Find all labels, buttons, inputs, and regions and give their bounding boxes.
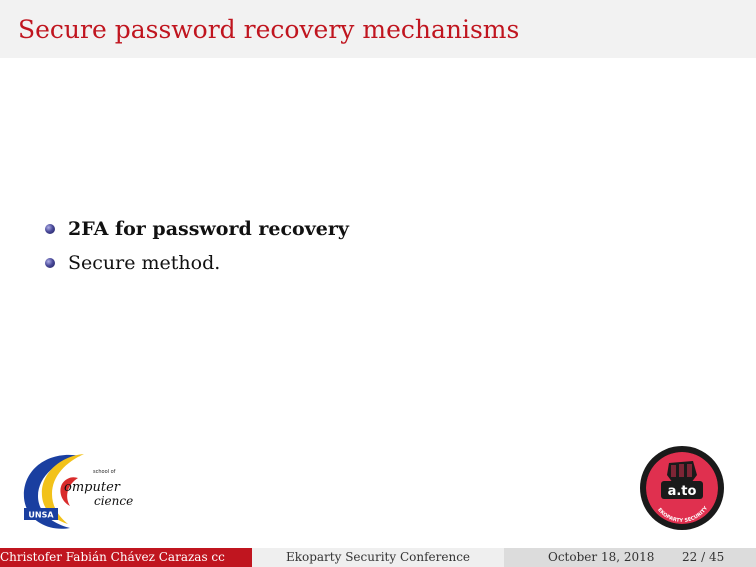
unsa-badge-text: UNSA <box>28 510 54 520</box>
logo-small-text: school of <box>93 469 116 475</box>
computer-science-logo <box>18 448 143 532</box>
bullet-text: 2FA for password recovery <box>68 218 349 240</box>
logo-line1: omputer <box>64 480 120 495</box>
bullet-item <box>45 246 349 280</box>
title-bar <box>0 0 756 58</box>
footer-conference: Ekoparty Security Conference <box>252 548 504 567</box>
ekoparty-logo <box>639 445 725 531</box>
bullet-list <box>45 212 349 280</box>
logo-ring-text: EKOPARTY SECURITY <box>656 505 710 524</box>
bullet-item <box>45 212 349 246</box>
footer <box>0 548 756 567</box>
slide-title: Secure password recovery mechanisms <box>18 15 520 44</box>
footer-date: October 18, 2018 <box>548 550 655 564</box>
bullet-text: Secure method. <box>68 252 221 274</box>
footer-page-number: 22 / 45 <box>682 550 725 564</box>
logo-line2: cience <box>94 494 134 508</box>
footer-author: Christofer Fabián Chávez Carazas cc <box>0 548 252 567</box>
footer-date-page <box>504 548 756 567</box>
bullet-dot-icon <box>45 224 55 234</box>
bullet-dot-icon <box>45 258 55 268</box>
logo-center-text: a.to <box>667 484 697 499</box>
